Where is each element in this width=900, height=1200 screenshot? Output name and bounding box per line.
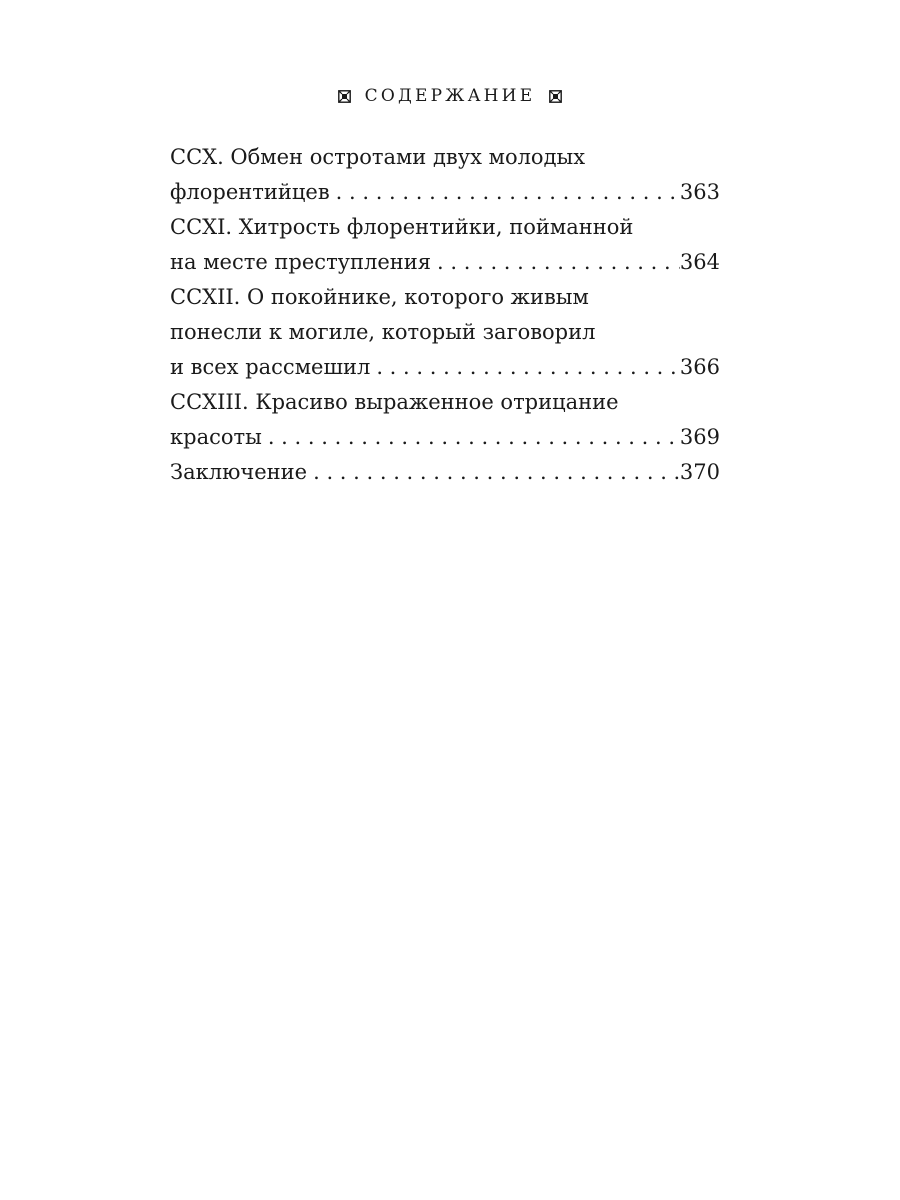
toc-entry-title-line: на месте преступления [170, 250, 432, 274]
running-head [0, 84, 900, 108]
toc-entry-title-line: CCXII. О покойнике, которого живым [170, 285, 589, 309]
toc-entry-title-line: CCXI. Хитрость флорентийки, пойманной [170, 215, 634, 239]
toc-entry-title-line: флорентийцев [170, 180, 330, 204]
toc-entry-title-line: CCXIII. Красиво выраженное отрицание [170, 390, 619, 414]
running-head-title: СОДЕРЖАНИЕ [364, 86, 536, 106]
square-fleuron-icon [338, 90, 351, 103]
toc-entry [170, 280, 720, 385]
dot-leader [307, 455, 680, 490]
toc-page-number: 369 [679, 425, 720, 449]
toc-entry-title-line: Заключение [170, 460, 308, 484]
toc-entry-last-line [170, 175, 720, 210]
toc-entry [170, 385, 720, 455]
toc-entry-last-line [170, 350, 720, 385]
toc-page-number: 366 [679, 355, 720, 379]
table-of-contents [170, 140, 720, 490]
toc-entry-last-line [170, 420, 720, 455]
dot-leader [431, 245, 680, 280]
square-fleuron-icon [549, 90, 562, 103]
toc-entry [170, 455, 720, 490]
toc-page-number: 370 [679, 460, 720, 484]
toc-entry [170, 210, 720, 280]
toc-entry-title-line: красоты [170, 425, 262, 449]
toc-page-number: 363 [679, 180, 720, 204]
toc-entry-title-line: понесли к могиле, который заговорил [170, 320, 596, 344]
toc-entry-last-line [170, 455, 720, 490]
toc-entry-title-line: и всех рассмешил [170, 355, 371, 379]
dot-leader [330, 175, 680, 210]
toc-page-number: 364 [679, 250, 720, 274]
toc-entry-last-line [170, 245, 720, 280]
dot-leader [262, 420, 680, 455]
dot-leader [370, 350, 680, 385]
toc-entry-title-line: CCX. Обмен остротами двух молодых [170, 145, 586, 169]
toc-entry [170, 140, 720, 210]
